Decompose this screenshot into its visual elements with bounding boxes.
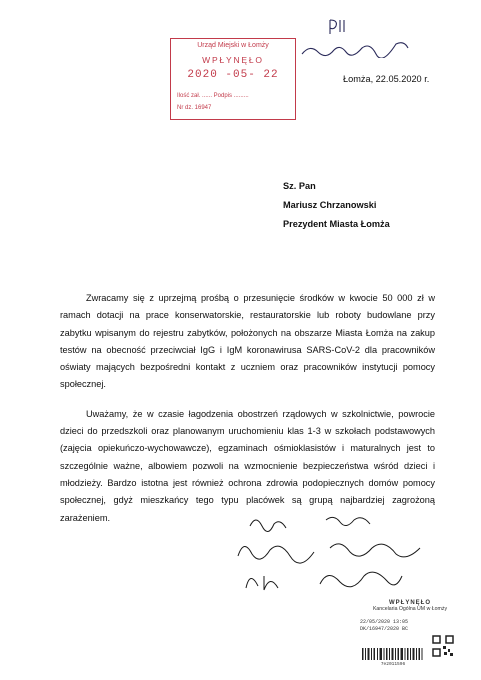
qr-code-icon [432, 635, 454, 657]
registration-stamp [360, 600, 460, 633]
stamp-received-label: WPŁYNĘŁO [202, 55, 264, 65]
place-date: Łomża, 22.05.2020 r. [343, 74, 430, 84]
body-paragraph-1: Zwracamy się z uprzejmą prośbą o przesunięcie środków w kwocie 50 000 zł w ramach dotacji na prace konserwatorskie, restauratorskie lub roboty budowlane przy zabytku wpisanym do rejestru zabytków, położonych na obszarze Miasta Łomża na zakup testów na obecność przeciwciał IgG i IgM koronawirusa SARS-CoV-2 dla pracowników oświaty mających bezpośredni kontakt z uczniem oraz pracowników instytucji pomocy społecznej. [60, 293, 435, 390]
stamp-office: Urząd Miejski w Łomży [197, 42, 269, 49]
handwritten-note [300, 14, 410, 58]
addressee-salutation: Sz. Pan [283, 181, 316, 191]
registration-office: Kancelaria Ogólna UM w Łomży [372, 606, 448, 612]
letter-body [60, 290, 435, 539]
barcode-number: 7e2011596 [380, 662, 406, 666]
addressee-title: Prezydent Miasta Łomża [283, 219, 390, 229]
stamp-count-line: Ilość zał. ...... Podpis ......... [177, 93, 249, 99]
registration-timestamp: 22/05/2020 13:05 [360, 619, 409, 625]
addressee-name: Mariusz Chrzanowski [283, 200, 377, 210]
barcode-icon [362, 648, 424, 666]
registration-received-label: WPŁYNĘŁO [389, 600, 431, 606]
stamp-date: 2020 -05- 22 [187, 69, 279, 81]
stamp-number-line: Nr dz. 16947 [177, 105, 212, 111]
body-paragraph-2: Uważamy, że w czasie łagodzenia obostrzeń rządowych w szkolnictwie, powrocie dzieci do przedszkoli oraz planowanym uruchomieniu klas 1-3 w szkołach podstawowych (zajęcia opiekuńczo-wychowawcze), egzaminach ośmioklasistów i maturalnych jest to szczególnie ważne, albowiem pozwoli na wzmocnienie bezpieczeństwa wśród dzieci i młodzieży. Bardzo istotna jest również ochrona zdrowia podopiecznych domów pomocy społecznej, gdyż mieszkańcy tego typu placówek są grupą najbardziej zagrożoną zarażeniem. [60, 408, 435, 523]
registration-case-number: DK/16947/2020 BC [360, 626, 409, 632]
received-stamp [170, 38, 296, 120]
addressee-block [283, 177, 390, 234]
signatures [230, 512, 440, 597]
